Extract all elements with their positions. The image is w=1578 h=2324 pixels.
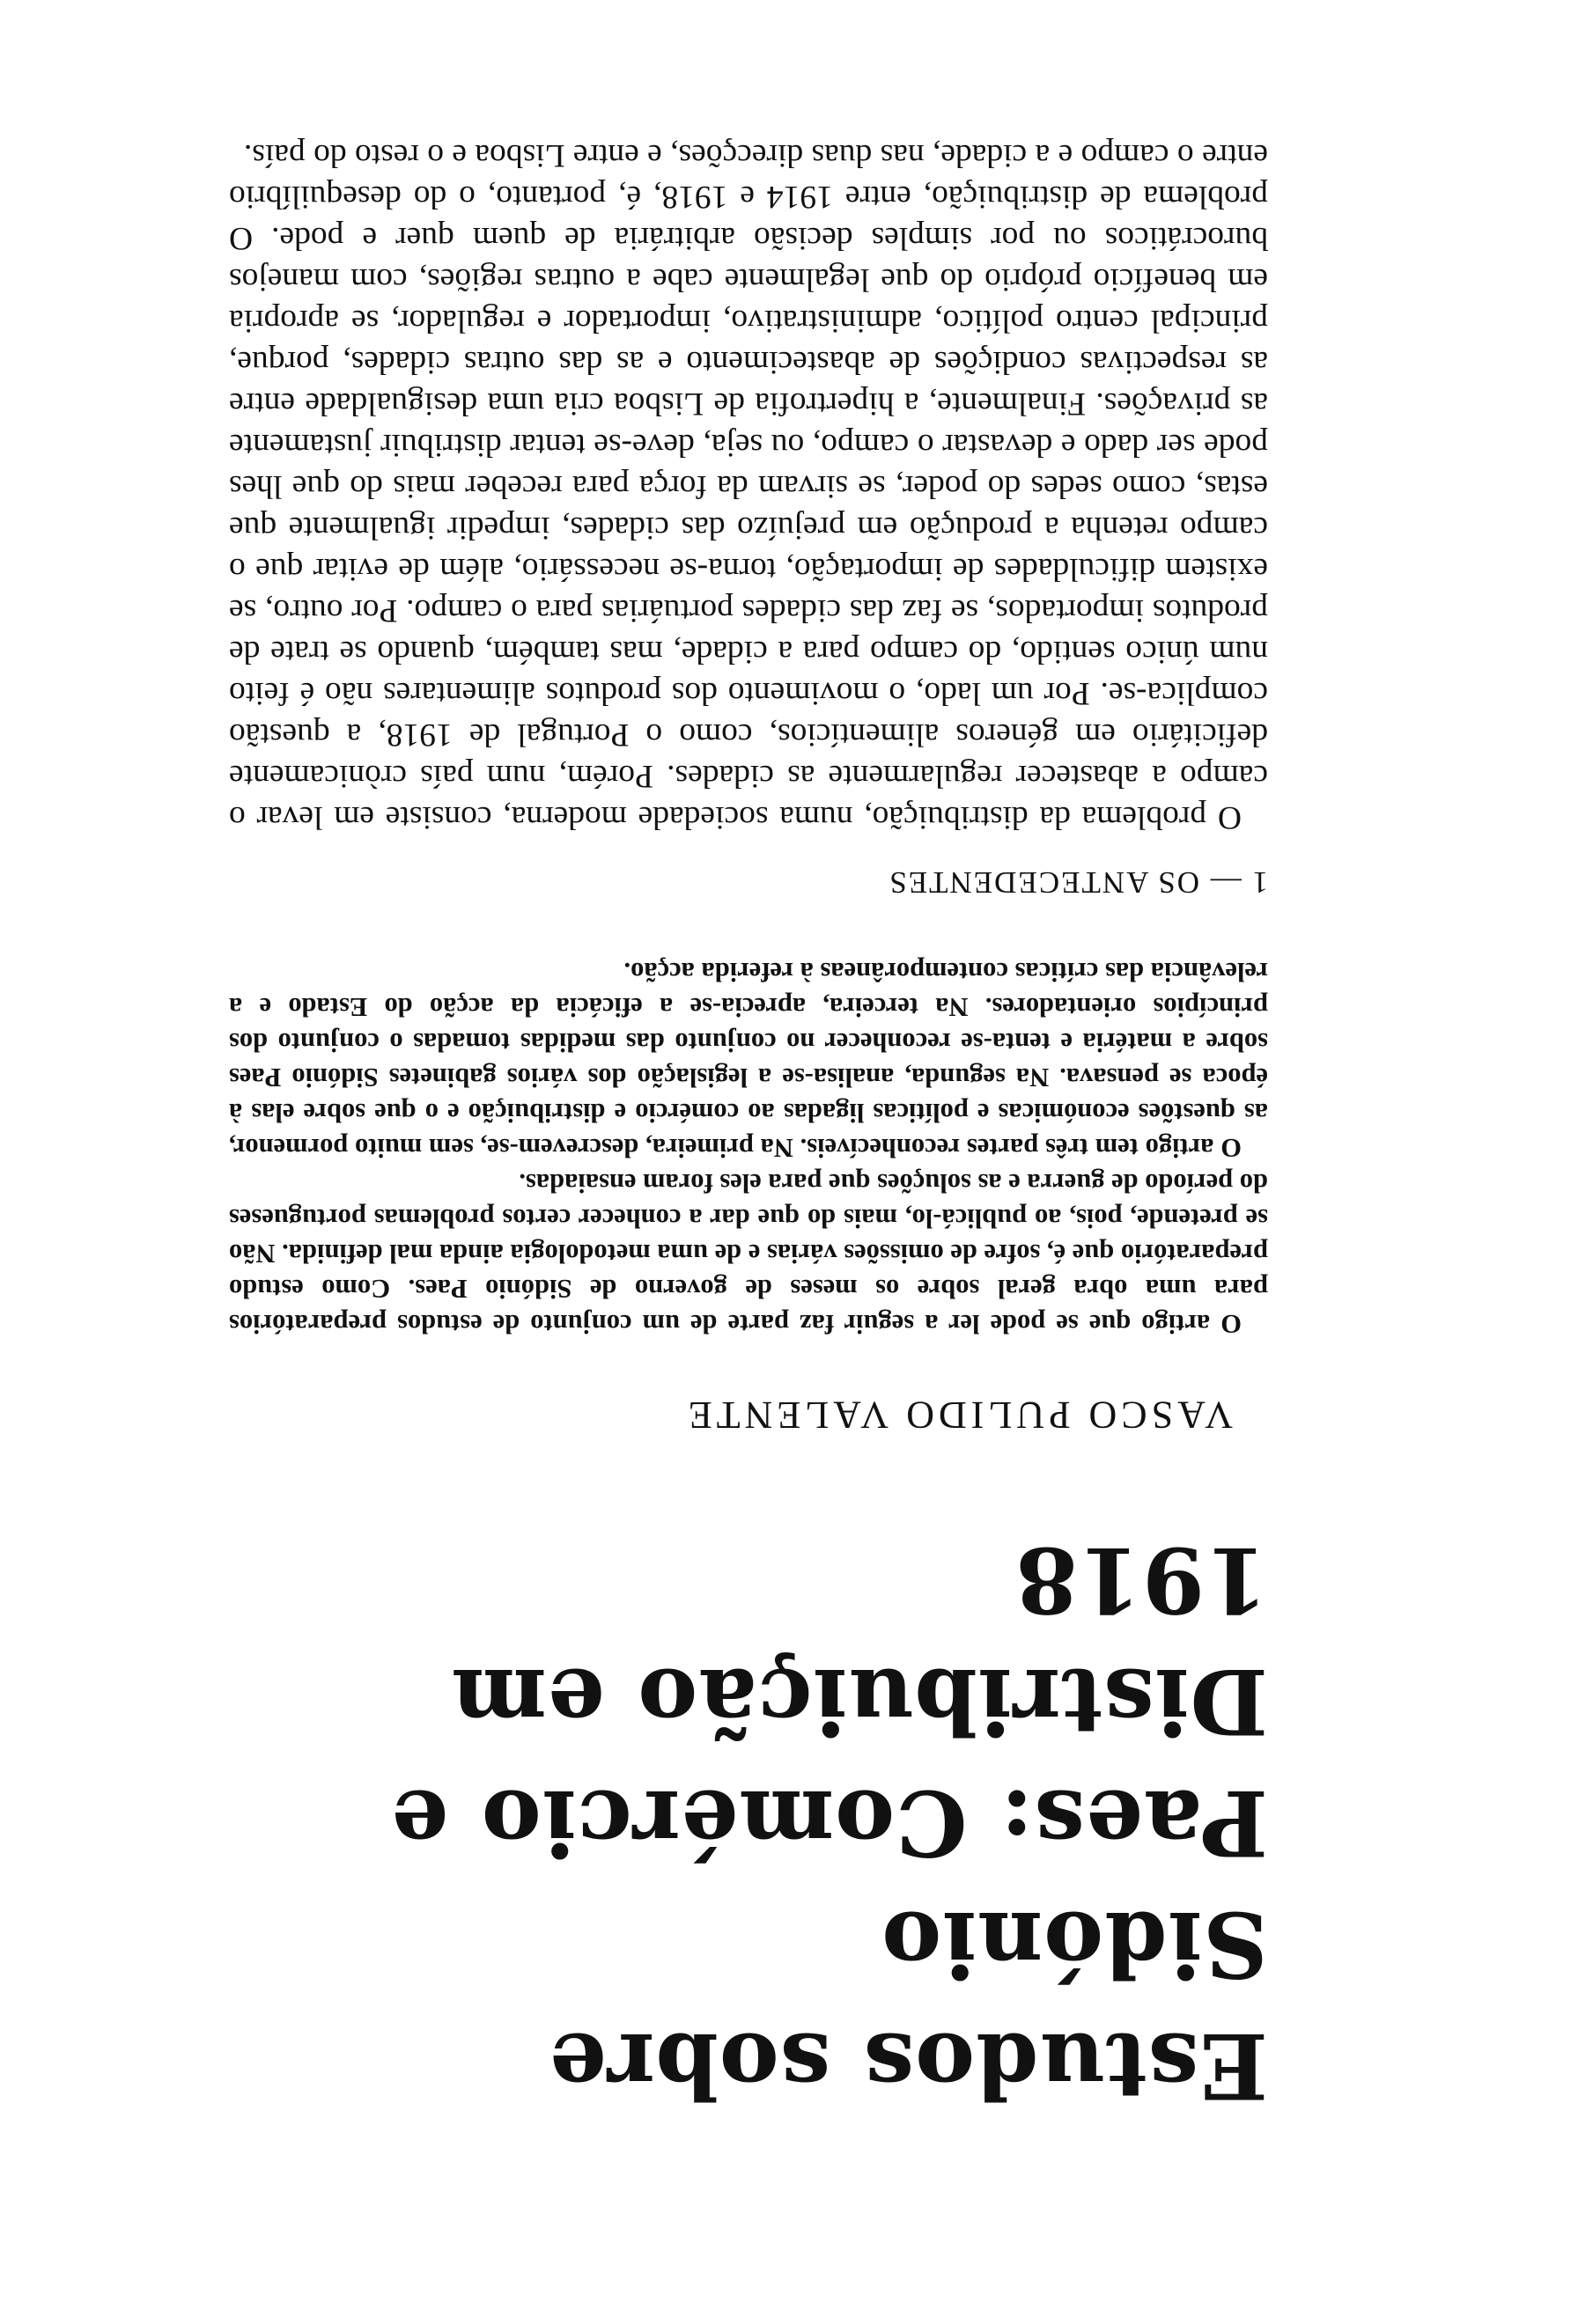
title-line: Paes: Comércio e	[390, 1769, 1268, 1875]
abstract-paragraph: O artigo que se pode ler a seguir faz parte de um conjunto de estudos preparatórios para uma obra geral sobre os meses de governo de Sidónio Paes. Como estudo preparatório que é, sofre de omissões várias e de uma metodologia ainda mal definida. Não se pretende, pois, ao publicá-lo, mais do que dar a conhecer certos problemas portugueses do período de guerra e as soluções que para eles foram ensaiadas.	[229, 1168, 1268, 1339]
body-paragraph: O problema da distribuição, numa sociedade moderna, consiste em levar o campo a abastecer regularmente as cidades. Porém, num país crònicamente deficitário em géneros alimentícios, como o Portugal de 1918, a questão complica-se. Por um lado, o movimento dos produtos alimentares não é feito num único sentido, do campo para a cidade, mas também, quando se trate de produtos importados, se faz das cidades portuárias para o campo. Por outro, se existem dificuldades de importação, torna-se necessário, além de evitar que o campo retenha a produção em prejuízo das cidades, impedir igualmente que estas, como sedes do poder, se sirvam da força para receber mais do que lhes pode ser dado e devastar o campo, ou seja, deve-se tentar distribuir justamente as privações. Finalmente, a hipertrofia de Lisboa cria uma desigualdade entre as respectivas condições de abastecimento e as das outras cidades, porque, principal centro político, administrativo, importador e regulador, se apropria em benefício próprio do que legalmente cabe a outras regiões, com manejos burocráticos ou por simples decisão arbitrária de quem quer e pode. O problema de distribuição, entre 1914 e 1918, é, portanto, o do desequilíbrio entre o campo e a cidade, nas duas direcções, e entre Lisboa e o resto do país.	[229, 137, 1268, 835]
title-line: Distribuição em 1918	[450, 1526, 1268, 1754]
title-line: Estudos sobre Sidónio	[548, 1891, 1268, 2118]
body-text	[229, 135, 1268, 838]
abstract-paragraph: O artigo tem três partes reconhecíveis. Na primeira, descrevem-se, sem muito pormenor, as questões económicas e políticas ligadas ao comércio e distribuição e o que sobre elas à época se pensava. Na segunda, analisa-se a legislação dos vários gabinetes Sidónio Paes sobre a matéria e tenta-se reconhecer no conjunto das medidas tomadas o conjunto dos princípios orientadores. Na terceira, aprecia-se a eficácia da acção do Estado e a relevância das críticas contemporâneas à referida acção.	[229, 957, 1268, 1163]
article-title	[229, 1519, 1268, 2126]
section-heading: 1 — OS ANTECEDENTES	[888, 865, 1268, 900]
abstract	[229, 954, 1268, 1342]
article	[229, 135, 1268, 2126]
author-name: VASCO PULIDO VALENTE	[683, 1394, 1233, 1437]
